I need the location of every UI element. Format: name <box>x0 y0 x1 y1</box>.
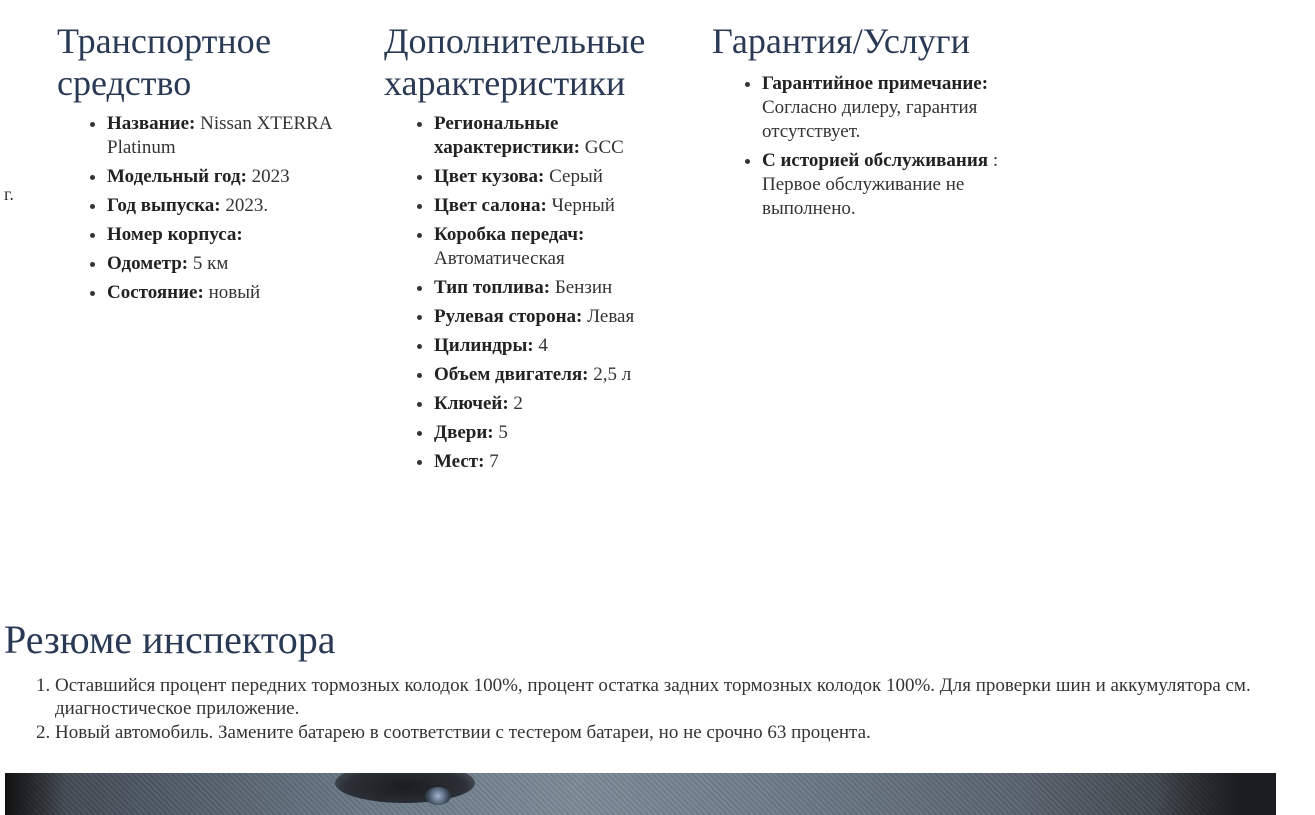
vehicle-section <box>57 20 357 310</box>
spec-label: Номер корпуса: <box>107 224 243 245</box>
inspector-summary-list <box>4 674 1274 744</box>
spec-value: 5 <box>493 422 508 443</box>
spec-item-keys <box>434 392 674 416</box>
spec-label: Рулевая сторона: <box>434 306 583 327</box>
spec-value: 5 км <box>188 253 229 274</box>
summary-item: 1. Оставшийся процент передних тормозных колодок 100%, процент остатка задних тормозных колодок 100%. Для проверки шин и аккумулятора см. диагностическое приложение. <box>55 674 1274 720</box>
spec-value: 7 <box>484 451 499 472</box>
vehicle-heading: Транспортное средство <box>57 21 272 103</box>
vehicle-item-production-year <box>107 194 357 218</box>
photo-shadow-right <box>1156 773 1276 815</box>
warranty-list <box>712 72 1012 221</box>
spec-value: новый <box>203 282 261 303</box>
inspector-summary-section <box>4 618 1274 745</box>
vehicle-item-name <box>107 112 357 160</box>
spec-value: 2 <box>508 393 523 414</box>
spec-value: 2023. <box>220 195 269 216</box>
spec-label: С историей обслуживания <box>762 150 989 171</box>
vehicle-item-condition <box>107 281 357 305</box>
spec-item-body-color <box>434 165 674 189</box>
vehicle-item-model-year <box>107 165 357 189</box>
photo-key-fob <box>335 773 475 803</box>
spec-value: 2,5 л <box>588 364 632 385</box>
spec-item-cylinders <box>434 334 674 358</box>
stray-text: г. <box>4 184 14 204</box>
summary-item: 2. Новый автомобиль. Замените батарею в соответствии с тестером батареи, но не срочно 63 процента. <box>55 721 1274 744</box>
spec-item-regional <box>434 112 674 160</box>
spec-label: Гарантийное примечание: <box>762 73 989 94</box>
vehicle-item-odometer <box>107 252 357 276</box>
spec-value: : Первое обслуживание не выполнено. <box>762 150 999 219</box>
spec-item-steering <box>434 305 674 329</box>
spec-label: Модельный год: <box>107 166 247 187</box>
spec-label: Название: <box>107 113 196 134</box>
spec-value: Бензин <box>550 277 613 298</box>
spec-value: Автоматическая <box>434 248 565 269</box>
spec-label: Ключей: <box>434 393 509 414</box>
spec-label: Цвет кузова: <box>434 166 545 187</box>
spec-item-engine <box>434 363 674 387</box>
spec-item-interior-color <box>434 194 674 218</box>
spec-label: Мест: <box>434 451 485 472</box>
warranty-item-note <box>762 72 1012 144</box>
spec-value: Nissan XTERRA Platinum <box>107 113 332 158</box>
spec-label: Тип топлива: <box>434 277 551 298</box>
spec-value: GCC <box>579 137 624 158</box>
spec-value: 4 <box>533 335 548 356</box>
spec-label: Состояние: <box>107 282 204 303</box>
vehicle-interior-photo <box>5 773 1276 815</box>
spec-item-seats <box>434 450 674 474</box>
warranty-section <box>712 20 1012 226</box>
spec-item-doors <box>434 421 674 445</box>
spec-label: Региональные характеристики: <box>434 113 580 158</box>
vehicle-item-vin <box>107 223 357 247</box>
spec-label: Цвет салона: <box>434 195 547 216</box>
inspector-summary-heading: Резюме инспектора <box>4 617 336 662</box>
extra-specs-list <box>384 112 674 474</box>
spec-label: Одометр: <box>107 253 189 274</box>
spec-label: Объем двигателя: <box>434 364 589 385</box>
spec-item-transmission <box>434 223 674 271</box>
warranty-heading: Гарантия/Услуги <box>712 21 970 61</box>
extra-specs-heading: Дополнительные характеристики <box>384 21 646 103</box>
spec-item-fuel <box>434 276 674 300</box>
spec-label: Цилиндры: <box>434 335 534 356</box>
photo-shadow <box>5 773 65 815</box>
spec-value: 2023 <box>246 166 290 187</box>
spec-value: Серый <box>544 166 603 187</box>
spec-value: Черный <box>546 195 615 216</box>
spec-label: Коробка передач: <box>434 224 585 245</box>
spec-label: Двери: <box>434 422 494 443</box>
spec-label: Год выпуска: <box>107 195 221 216</box>
warranty-item-service-history <box>762 149 1012 221</box>
spec-value: Левая <box>582 306 635 327</box>
extra-specs-section <box>384 20 674 479</box>
spec-value: Согласно дилеру, гарантия отсутствует. <box>762 97 978 142</box>
photo-glint <box>425 787 451 805</box>
vehicle-list <box>57 112 357 305</box>
